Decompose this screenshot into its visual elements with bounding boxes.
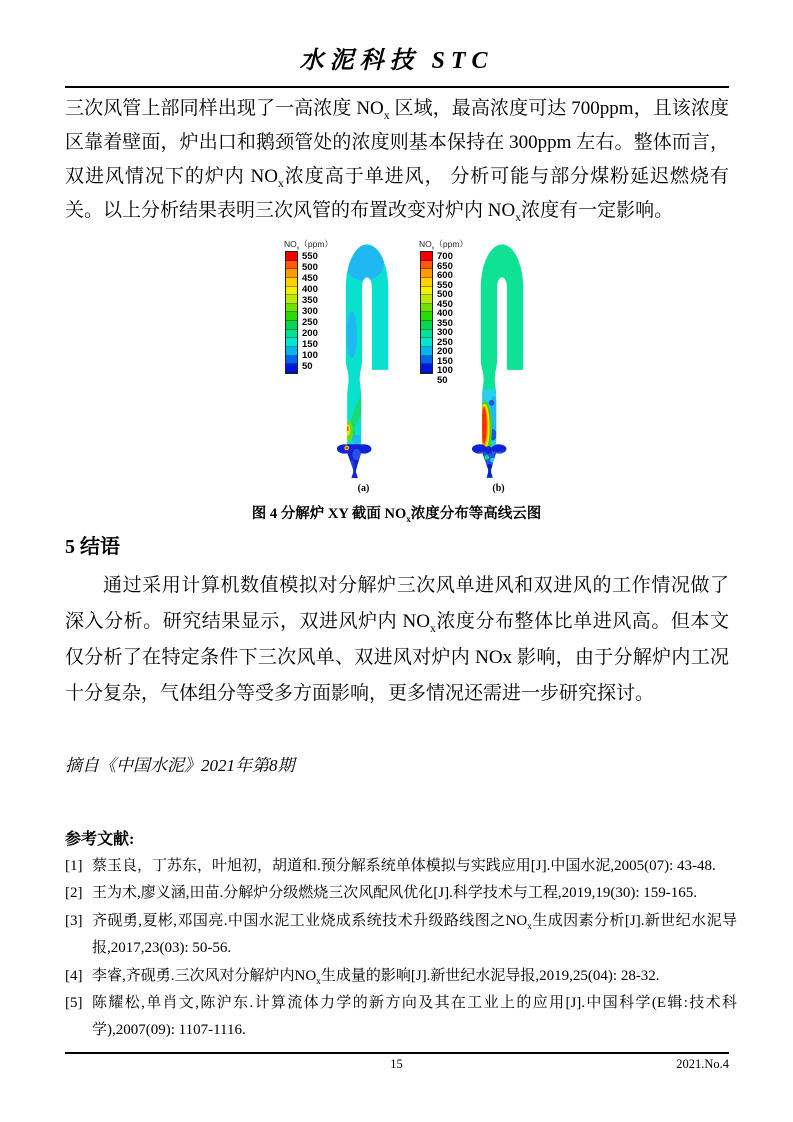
legend-value: 150 <box>302 339 318 351</box>
figure-caption: 图 4 分解炉 XY 截面 $NO_x$浓度分布等高线云图 <box>251 506 542 524</box>
reference-item <box>65 908 737 963</box>
color-seg <box>286 338 297 347</box>
reference-item <box>65 990 737 1045</box>
reference-item <box>65 880 737 907</box>
reference-item <box>65 853 737 880</box>
legend-value: 50 <box>302 361 313 373</box>
section-heading: 5 结语 <box>65 536 120 558</box>
reference-marker: [3] <box>65 912 83 929</box>
legend-b <box>420 251 453 386</box>
legend-value: 400 <box>302 284 318 296</box>
reference-marker: [4] <box>65 967 83 984</box>
references-heading: 参考文献: <box>65 831 135 848</box>
reference-text: 陈耀松,单肖文,陈沪东.计算流体力学的新方向及其在工业上的应用[J].中国科学(E辑:技术科学),2007(09): 1107-1116. <box>92 995 737 1039</box>
header-rule <box>65 86 729 88</box>
references-list <box>65 853 737 1045</box>
color-seg <box>421 252 432 261</box>
conclusion-paragraph: 通过采用计算机数值模拟对分解炉三次风单进风和双进风的工作情况做了深入分析。研究结果显示，双进风炉内 $NO_x$浓度分布整体比单进风高。但本文仅分析了在特定条件下三次风单、双进风对炉内 NOx 影响，由于分解炉内工况十分复杂，气体组分等受多方面影响，更多情况还需进一步研究探讨。 <box>65 575 729 704</box>
source-note: 摘自《中国水泥》2021年第8期 <box>65 756 295 775</box>
color-seg <box>286 252 297 261</box>
legend-value: 100 <box>437 365 453 376</box>
reference-marker: [5] <box>65 995 83 1012</box>
legend-value: 450 <box>437 298 453 310</box>
reference-text: 蔡玉良，丁苏东，叶旭初，胡道和.预分解系统单体模拟与实践应用[J].中国水泥,2005(07): 43-48. <box>92 858 716 874</box>
color-seg <box>286 321 297 330</box>
legend-a <box>285 251 318 374</box>
legend-value: 200 <box>437 346 453 357</box>
legend-value: 650 <box>437 260 453 272</box>
issue-number: 2021.No.4 <box>676 1057 729 1071</box>
legend-value: 300 <box>302 306 318 318</box>
legend-value: 50 <box>437 374 448 386</box>
color-seg <box>286 312 297 321</box>
figure-4 <box>284 238 524 496</box>
legend-value: 350 <box>437 317 453 329</box>
page-number: 15 <box>390 1057 403 1071</box>
reference-text: 齐砚勇,夏彬,邓国亮.中国水泥工业烧成系统技术升级路线图之$NO_x$生成因素分析[J].新世纪水泥导报,2017,23(03): 50-56. <box>92 912 737 957</box>
legend-value: 300 <box>437 327 453 338</box>
legend-value: 450 <box>302 273 318 285</box>
legend-value: 600 <box>437 270 453 281</box>
legend-value: 550 <box>437 279 453 291</box>
color-seg <box>421 321 432 330</box>
color-seg <box>421 364 432 373</box>
panel-label-a: (a) <box>357 483 370 494</box>
legend-value: 700 <box>437 251 453 262</box>
color-seg <box>286 287 297 296</box>
legend-value: 350 <box>302 295 318 307</box>
legend-value: 200 <box>302 328 318 340</box>
legend-title-a: $NO_x(ppm)$ <box>284 239 333 252</box>
legend-value: 550 <box>302 251 318 262</box>
reference-text: 王为术,廖义涵,田苗.分解炉分级燃烧三次风配风优化[J].科学技术与工程,2019,19(30): 159-165. <box>92 885 697 902</box>
footer-rule <box>65 1052 729 1054</box>
color-seg <box>286 364 297 373</box>
furnace-contour-plot-b <box>471 243 526 479</box>
color-seg <box>421 278 432 287</box>
color-seg <box>421 312 432 321</box>
legend-value: 150 <box>437 355 453 367</box>
color-seg <box>286 269 297 278</box>
journal-header-title: 水泥科技 STC <box>299 48 494 74</box>
color-bar-b <box>420 251 433 374</box>
color-bar-a <box>285 251 298 374</box>
legend-value: 500 <box>302 262 318 274</box>
legend-values-b <box>437 251 453 386</box>
color-seg <box>286 278 297 287</box>
color-seg <box>421 304 432 313</box>
color-seg <box>421 330 432 339</box>
color-seg <box>286 330 297 339</box>
color-seg <box>421 356 432 365</box>
legend-value: 500 <box>437 289 453 300</box>
reference-text: 李睿,齐砚勇.三次风对分解炉内$NO_x$生成量的影响[J].新世纪水泥导报,2019,25(04): 28-32. <box>92 967 660 987</box>
color-seg <box>421 295 432 304</box>
figure-panel-a <box>284 238 389 496</box>
legend-value: 400 <box>437 308 453 319</box>
reference-marker: [2] <box>65 885 83 902</box>
legend-value: 250 <box>302 317 318 329</box>
color-seg <box>421 347 432 356</box>
color-seg <box>421 338 432 347</box>
color-seg <box>286 261 297 270</box>
panel-label-b: (b) <box>492 483 505 494</box>
color-seg <box>421 261 432 270</box>
color-seg <box>286 295 297 304</box>
furnace-contour-plot-a <box>336 243 391 479</box>
reference-item <box>65 963 737 990</box>
color-seg <box>286 356 297 365</box>
legend-title-b: $NO_x(ppm)$ <box>419 239 468 252</box>
color-seg <box>286 347 297 356</box>
color-seg <box>421 287 432 296</box>
legend-value: 100 <box>302 350 318 362</box>
legend-value: 250 <box>437 336 453 348</box>
color-seg <box>286 304 297 313</box>
color-seg <box>421 269 432 278</box>
reference-marker: [1] <box>65 858 83 874</box>
legend-values-a <box>302 251 318 374</box>
body-paragraph: 三次风管上部同样出现了一高浓度 $NO_x$ 区域，最高浓度可达 700ppm，且该浓度区靠着壁面，炉出口和鹅颈管处的浓度则基本保持在 300ppm 左右。整体而言，双进风情况下的炉内 $NO_x$浓度高于单进风， 分析可能与部分煤粉延迟燃烧有关。以上分析结果表明三次风管的布置改变对炉内 $NO_x$浓度有一定影响。 <box>65 98 729 224</box>
figure-panel-b <box>419 238 524 496</box>
